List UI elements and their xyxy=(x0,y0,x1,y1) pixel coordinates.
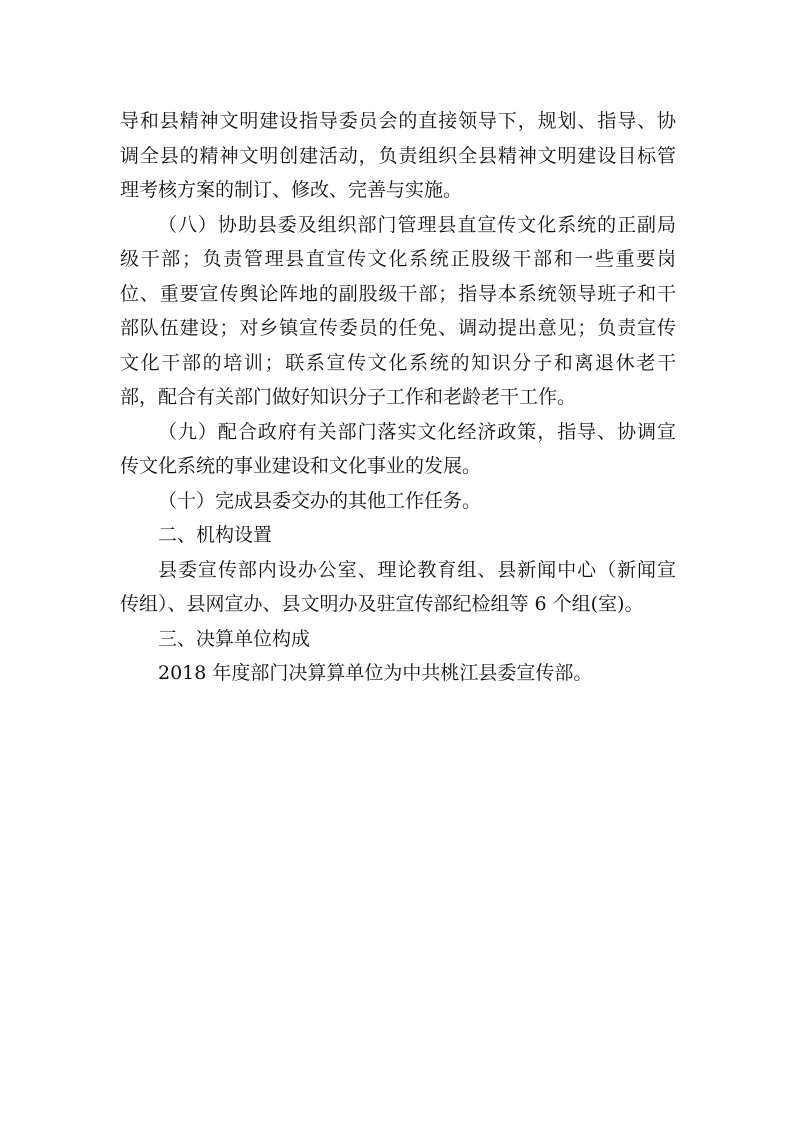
text-line: 文化干部的培训；联系宣传文化系统的知识分子和离退休老干 xyxy=(120,351,676,374)
paragraph-10-line: （十）完成县委交办的其他工作任务。 xyxy=(158,489,482,512)
section-heading-units: 三、决算单位构成 xyxy=(158,627,311,650)
text-line: 调全县的精神文明创建活动，负责组织全县精神文明建设目标管 xyxy=(120,144,676,167)
text-line: 部，配合有关部门做好知识分子工作和老龄老干工作。 xyxy=(120,386,577,408)
section-heading-institution: 二、机构设置 xyxy=(158,524,273,546)
paragraph-9-line: （九）配合政府有关部门落实文化经济政策，指导、协调宣 xyxy=(158,420,676,443)
text-line: 导和县精神文明建设指导委员会的直接领导下，规划、指导、协 xyxy=(120,110,676,132)
text-line: 传组）、县网宣办、县文明办及驻宣传部纪检组等 6 个组(室)。 xyxy=(120,593,644,615)
paragraph-8-line: （八）协助县委及组织部门管理县直宣传文化系统的正副局 xyxy=(158,213,676,236)
text-line: 部队伍建设；对乡镇宣传委员的任免、调动提出意见；负责宣传 xyxy=(120,317,676,339)
units-paragraph-line: 2018 年度部门决算算单位为中共桃江县委宣传部。 xyxy=(158,662,593,684)
document-body xyxy=(120,104,676,691)
text-line: 位、重要宣传舆论阵地的副股级干部；指导本系统领导班子和干 xyxy=(120,282,676,305)
text-line: 理考核方案的制订、修改、完善与实施。 xyxy=(120,179,463,201)
text-line: 级干部；负责管理县直宣传文化系统正股级干部和一些重要岗 xyxy=(120,248,676,270)
text-line: 传文化系统的事业建设和文化事业的发展。 xyxy=(120,455,482,477)
institution-paragraph-line: 县委宣传部内设办公室、理论教育组、县新闻中心（新闻宣 xyxy=(158,558,676,581)
